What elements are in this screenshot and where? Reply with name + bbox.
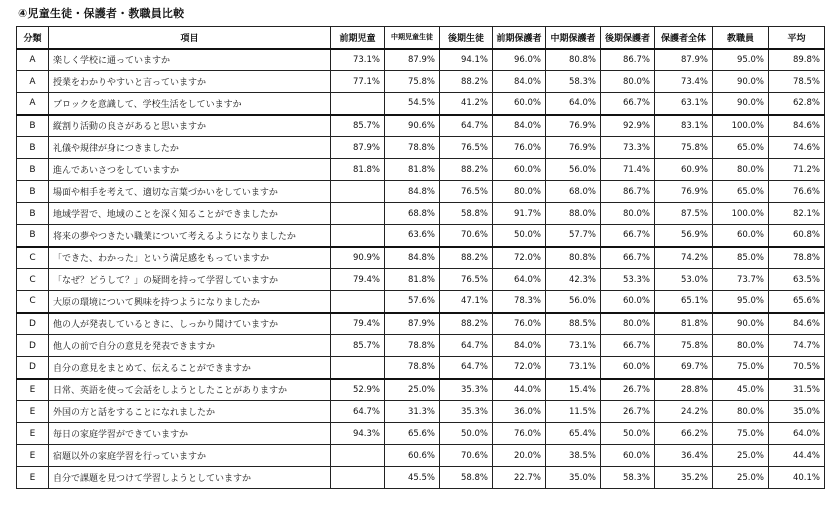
value-cell: 80.8%	[546, 247, 601, 269]
value-cell: 84.6%	[769, 115, 825, 137]
value-cell: 73.1%	[331, 49, 385, 71]
value-cell: 60.0%	[601, 357, 655, 379]
value-cell: 78.8%	[385, 357, 440, 379]
value-cell: 35.0%	[546, 467, 601, 489]
value-cell: 80.0%	[713, 401, 769, 423]
value-cell: 76.9%	[546, 115, 601, 137]
value-cell: 76.0%	[493, 137, 546, 159]
value-cell: 45.0%	[713, 379, 769, 401]
header-cell: 後期生徒	[440, 27, 493, 49]
comparison-table	[16, 26, 825, 489]
category-cell: E	[17, 401, 49, 423]
table-row	[17, 401, 825, 423]
value-cell: 73.3%	[601, 137, 655, 159]
item-cell: 外国の方と話をすることになれましたか	[49, 401, 331, 423]
value-cell: 64.0%	[769, 423, 825, 445]
item-cell: 楽しく学校に通っていますか	[49, 49, 331, 71]
value-cell	[331, 291, 385, 313]
value-cell: 87.9%	[385, 49, 440, 71]
category-cell: D	[17, 335, 49, 357]
value-cell: 24.2%	[655, 401, 713, 423]
value-cell: 80.0%	[601, 71, 655, 93]
value-cell: 42.3%	[546, 269, 601, 291]
table-row	[17, 445, 825, 467]
item-cell: 地域学習で、地域のことを深く知ることができましたか	[49, 203, 331, 225]
header-cell: 後期保護者	[601, 27, 655, 49]
value-cell: 86.7%	[601, 49, 655, 71]
item-cell: ブロックを意識して、学校生活をしていますか	[49, 93, 331, 115]
value-cell: 80.0%	[713, 159, 769, 181]
value-cell: 56.0%	[546, 159, 601, 181]
category-cell: C	[17, 291, 49, 313]
item-cell: 「できた、わかった」という満足感をもっていますか	[49, 247, 331, 269]
value-cell: 75.0%	[713, 423, 769, 445]
value-cell	[331, 93, 385, 115]
value-cell: 60.0%	[601, 291, 655, 313]
table-row	[17, 181, 825, 203]
value-cell: 58.3%	[546, 71, 601, 93]
value-cell: 28.8%	[655, 379, 713, 401]
value-cell: 87.9%	[655, 49, 713, 71]
value-cell: 66.2%	[655, 423, 713, 445]
value-cell: 53.3%	[601, 269, 655, 291]
value-cell: 84.0%	[493, 335, 546, 357]
value-cell: 82.1%	[769, 203, 825, 225]
value-cell: 90.0%	[713, 71, 769, 93]
value-cell: 81.8%	[385, 159, 440, 181]
value-cell: 25.0%	[385, 379, 440, 401]
value-cell: 78.3%	[493, 291, 546, 313]
value-cell: 90.0%	[713, 313, 769, 335]
value-cell: 64.7%	[440, 357, 493, 379]
category-cell: D	[17, 357, 49, 379]
value-cell: 74.6%	[769, 137, 825, 159]
value-cell: 71.2%	[769, 159, 825, 181]
value-cell: 47.1%	[440, 291, 493, 313]
value-cell: 72.0%	[493, 247, 546, 269]
value-cell: 26.7%	[601, 379, 655, 401]
category-cell: B	[17, 181, 49, 203]
value-cell: 64.7%	[331, 401, 385, 423]
item-cell: 大原の環境について興味を持つようになりましたか	[49, 291, 331, 313]
item-cell: 礼儀や規律が身につきましたか	[49, 137, 331, 159]
table-row	[17, 203, 825, 225]
value-cell: 75.0%	[713, 357, 769, 379]
value-cell: 87.9%	[385, 313, 440, 335]
value-cell: 72.0%	[493, 357, 546, 379]
table-row	[17, 379, 825, 401]
value-cell: 58.8%	[440, 467, 493, 489]
value-cell: 38.5%	[546, 445, 601, 467]
table-row	[17, 71, 825, 93]
value-cell: 84.8%	[385, 181, 440, 203]
value-cell: 63.6%	[385, 225, 440, 247]
item-cell: 他人の前で自分の意見を発表できますか	[49, 335, 331, 357]
item-cell: 自分の意見をまとめて、伝えることができますか	[49, 357, 331, 379]
item-cell: 他の人が発表しているときに、しっかり聞けていますか	[49, 313, 331, 335]
value-cell: 77.1%	[331, 71, 385, 93]
value-cell: 31.5%	[769, 379, 825, 401]
value-cell: 65.0%	[713, 181, 769, 203]
category-cell: B	[17, 225, 49, 247]
page-title: ④児童生徒・保護者・教職員比較	[18, 7, 185, 20]
value-cell: 76.5%	[440, 181, 493, 203]
value-cell: 64.0%	[493, 269, 546, 291]
category-cell: C	[17, 247, 49, 269]
value-cell: 100.0%	[713, 203, 769, 225]
header-cell: 保護者全体	[655, 27, 713, 49]
value-cell: 35.0%	[769, 401, 825, 423]
header-cell: 教職員	[713, 27, 769, 49]
value-cell: 76.0%	[493, 313, 546, 335]
value-cell: 84.0%	[493, 71, 546, 93]
value-cell: 76.9%	[546, 137, 601, 159]
value-cell: 76.0%	[493, 423, 546, 445]
value-cell: 36.0%	[493, 401, 546, 423]
value-cell: 81.8%	[331, 159, 385, 181]
value-cell: 80.0%	[601, 203, 655, 225]
value-cell: 40.1%	[769, 467, 825, 489]
category-cell: E	[17, 379, 49, 401]
category-cell: A	[17, 71, 49, 93]
value-cell: 73.1%	[546, 357, 601, 379]
value-cell: 20.0%	[493, 445, 546, 467]
value-cell: 90.9%	[331, 247, 385, 269]
value-cell: 90.0%	[713, 93, 769, 115]
value-cell: 86.7%	[601, 181, 655, 203]
value-cell: 92.9%	[601, 115, 655, 137]
value-cell: 87.5%	[655, 203, 713, 225]
value-cell: 73.4%	[655, 71, 713, 93]
value-cell: 65.1%	[655, 291, 713, 313]
category-cell: A	[17, 49, 49, 71]
header-cell: 前期保護者	[493, 27, 546, 49]
value-cell: 35.2%	[655, 467, 713, 489]
value-cell: 68.0%	[546, 181, 601, 203]
table-row	[17, 93, 825, 115]
value-cell: 84.6%	[769, 313, 825, 335]
value-cell: 95.0%	[713, 49, 769, 71]
value-cell: 81.8%	[655, 313, 713, 335]
value-cell: 74.7%	[769, 335, 825, 357]
value-cell: 78.5%	[769, 71, 825, 93]
table-row	[17, 467, 825, 489]
table-row	[17, 357, 825, 379]
value-cell: 41.2%	[440, 93, 493, 115]
value-cell: 88.5%	[546, 313, 601, 335]
value-cell: 81.8%	[385, 269, 440, 291]
value-cell: 60.6%	[385, 445, 440, 467]
value-cell: 88.2%	[440, 71, 493, 93]
value-cell: 58.8%	[440, 203, 493, 225]
value-cell: 75.8%	[385, 71, 440, 93]
value-cell: 80.0%	[601, 313, 655, 335]
value-cell: 70.6%	[440, 225, 493, 247]
value-cell	[331, 181, 385, 203]
value-cell: 58.3%	[601, 467, 655, 489]
item-cell: 授業をわかりやすいと言っていますか	[49, 71, 331, 93]
value-cell: 73.7%	[713, 269, 769, 291]
value-cell: 95.0%	[713, 291, 769, 313]
item-cell: 縦割り活動の良さがあると思いますか	[49, 115, 331, 137]
value-cell: 88.2%	[440, 313, 493, 335]
value-cell: 84.8%	[385, 247, 440, 269]
header-cell: 中期児童生徒	[385, 27, 440, 49]
category-cell: B	[17, 115, 49, 137]
category-cell: B	[17, 137, 49, 159]
table-row	[17, 137, 825, 159]
value-cell: 88.0%	[546, 203, 601, 225]
table-row	[17, 313, 825, 335]
category-cell: A	[17, 93, 49, 115]
value-cell: 53.0%	[655, 269, 713, 291]
category-cell: E	[17, 423, 49, 445]
value-cell: 60.0%	[493, 159, 546, 181]
item-cell: 将来の夢やつきたい職業について考えるようになりましたか	[49, 225, 331, 247]
value-cell: 85.7%	[331, 335, 385, 357]
value-cell: 60.0%	[713, 225, 769, 247]
value-cell: 88.2%	[440, 247, 493, 269]
value-cell: 78.8%	[769, 247, 825, 269]
value-cell: 79.4%	[331, 269, 385, 291]
table-row	[17, 49, 825, 71]
table-row	[17, 269, 825, 291]
value-cell: 31.3%	[385, 401, 440, 423]
header-row	[17, 27, 825, 49]
value-cell: 66.7%	[601, 335, 655, 357]
value-cell	[331, 357, 385, 379]
value-cell: 57.6%	[385, 291, 440, 313]
item-cell: 宿題以外の家庭学習を行っていますか	[49, 445, 331, 467]
value-cell: 80.8%	[546, 49, 601, 71]
value-cell: 26.7%	[601, 401, 655, 423]
value-cell: 84.0%	[493, 115, 546, 137]
table-row	[17, 159, 825, 181]
header-cell: 分類	[17, 27, 49, 49]
value-cell: 70.6%	[440, 445, 493, 467]
value-cell: 56.9%	[655, 225, 713, 247]
value-cell: 83.1%	[655, 115, 713, 137]
value-cell: 62.8%	[769, 93, 825, 115]
value-cell: 94.3%	[331, 423, 385, 445]
category-cell: B	[17, 203, 49, 225]
table-row	[17, 335, 825, 357]
value-cell: 94.1%	[440, 49, 493, 71]
category-cell: B	[17, 159, 49, 181]
value-cell: 25.0%	[713, 467, 769, 489]
value-cell: 78.8%	[385, 335, 440, 357]
value-cell	[331, 467, 385, 489]
value-cell: 60.0%	[601, 445, 655, 467]
value-cell: 76.6%	[769, 181, 825, 203]
value-cell: 57.7%	[546, 225, 601, 247]
value-cell: 85.0%	[713, 247, 769, 269]
value-cell: 64.7%	[440, 335, 493, 357]
value-cell: 71.4%	[601, 159, 655, 181]
value-cell: 65.0%	[713, 137, 769, 159]
value-cell: 80.0%	[713, 335, 769, 357]
header-cell: 中期保護者	[546, 27, 601, 49]
value-cell: 74.2%	[655, 247, 713, 269]
value-cell: 44.0%	[493, 379, 546, 401]
value-cell: 85.7%	[331, 115, 385, 137]
value-cell: 50.0%	[601, 423, 655, 445]
value-cell: 76.9%	[655, 181, 713, 203]
value-cell: 56.0%	[546, 291, 601, 313]
value-cell: 25.0%	[713, 445, 769, 467]
category-cell: C	[17, 269, 49, 291]
value-cell: 65.6%	[769, 291, 825, 313]
value-cell	[331, 203, 385, 225]
value-cell: 75.8%	[655, 335, 713, 357]
value-cell: 66.7%	[601, 247, 655, 269]
category-cell: E	[17, 467, 49, 489]
table-row	[17, 225, 825, 247]
value-cell: 100.0%	[713, 115, 769, 137]
value-cell: 64.7%	[440, 115, 493, 137]
value-cell: 80.0%	[493, 181, 546, 203]
value-cell: 79.4%	[331, 313, 385, 335]
item-cell: 自分で課題を見つけて学習しようとしていますか	[49, 467, 331, 489]
value-cell: 64.0%	[546, 93, 601, 115]
value-cell: 63.5%	[769, 269, 825, 291]
value-cell: 89.8%	[769, 49, 825, 71]
value-cell: 35.3%	[440, 401, 493, 423]
value-cell: 75.8%	[655, 137, 713, 159]
value-cell: 60.0%	[493, 93, 546, 115]
value-cell: 11.5%	[546, 401, 601, 423]
value-cell: 60.9%	[655, 159, 713, 181]
header-cell: 項目	[49, 27, 331, 49]
value-cell: 66.7%	[601, 225, 655, 247]
value-cell	[331, 225, 385, 247]
item-cell: 進んであいさつをしていますか	[49, 159, 331, 181]
value-cell: 63.1%	[655, 93, 713, 115]
value-cell: 88.2%	[440, 159, 493, 181]
value-cell: 60.8%	[769, 225, 825, 247]
value-cell: 22.7%	[493, 467, 546, 489]
item-cell: 場面や相手を考えて、適切な言葉づかいをしていますか	[49, 181, 331, 203]
value-cell: 36.4%	[655, 445, 713, 467]
table-row	[17, 291, 825, 313]
value-cell: 44.4%	[769, 445, 825, 467]
value-cell: 65.6%	[385, 423, 440, 445]
item-cell: 「なぜ？どうして？」の疑問を持って学習していますか	[49, 269, 331, 291]
value-cell: 76.5%	[440, 269, 493, 291]
value-cell: 35.3%	[440, 379, 493, 401]
value-cell: 66.7%	[601, 93, 655, 115]
value-cell: 87.9%	[331, 137, 385, 159]
category-cell: D	[17, 313, 49, 335]
table-row	[17, 115, 825, 137]
category-cell: E	[17, 445, 49, 467]
value-cell: 15.4%	[546, 379, 601, 401]
value-cell: 70.5%	[769, 357, 825, 379]
value-cell: 76.5%	[440, 137, 493, 159]
value-cell: 65.4%	[546, 423, 601, 445]
value-cell: 52.9%	[331, 379, 385, 401]
value-cell: 69.7%	[655, 357, 713, 379]
value-cell: 90.6%	[385, 115, 440, 137]
value-cell: 45.5%	[385, 467, 440, 489]
value-cell: 96.0%	[493, 49, 546, 71]
value-cell: 73.1%	[546, 335, 601, 357]
table-row	[17, 423, 825, 445]
value-cell: 54.5%	[385, 93, 440, 115]
value-cell	[331, 445, 385, 467]
value-cell: 78.8%	[385, 137, 440, 159]
value-cell: 68.8%	[385, 203, 440, 225]
value-cell: 91.7%	[493, 203, 546, 225]
header-cell: 前期児童	[331, 27, 385, 49]
item-cell: 毎日の家庭学習ができていますか	[49, 423, 331, 445]
item-cell: 日常、英語を使って会話をしようとしたことがありますか	[49, 379, 331, 401]
header-cell: 平均	[769, 27, 825, 49]
value-cell: 50.0%	[440, 423, 493, 445]
table-row	[17, 247, 825, 269]
value-cell: 50.0%	[493, 225, 546, 247]
